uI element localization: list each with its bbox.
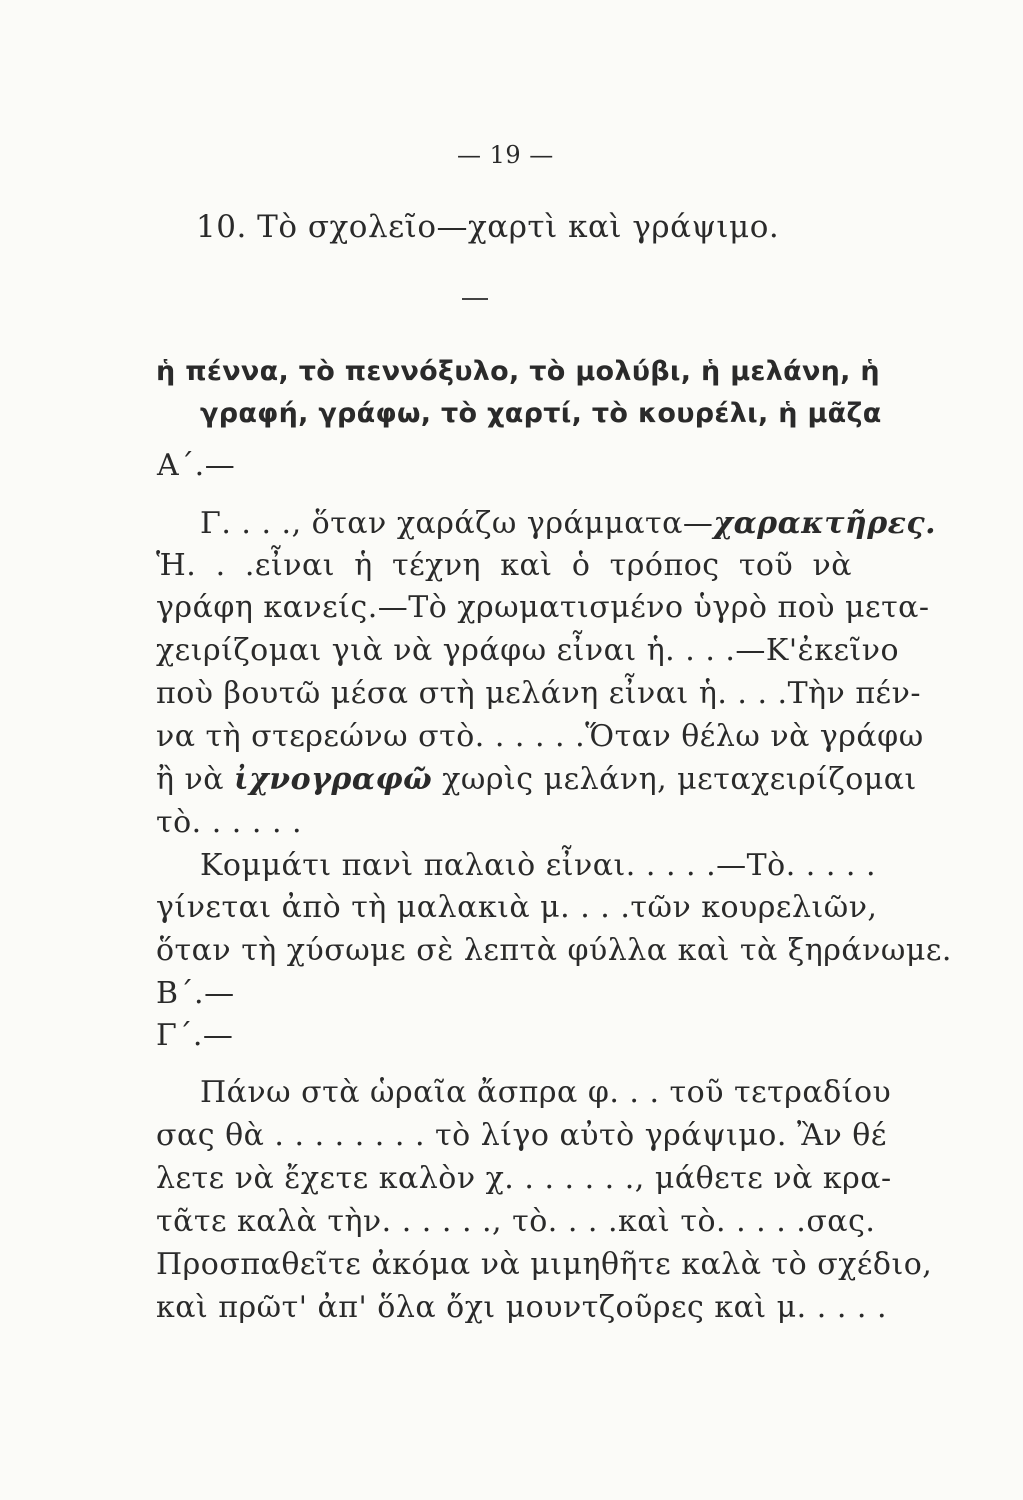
text-line-7-start: ἢ νὰ: [156, 762, 235, 797]
section-heading: 10. Τὸ σχολεῖο—χαρτὶ καὶ γράψιμο.: [196, 209, 780, 245]
exercise-a-label: Α΄.—: [157, 448, 236, 483]
paragraph-line-1: Πάνω στὰ ὡραῖα ἄσπρα φ. . . τοῦ τετραδίου: [200, 1075, 892, 1110]
vocab-line-2: γραφή, γράφω, τὸ χαρτί, τὸ κουρέλι, ἡ μᾶζα: [200, 398, 882, 429]
text-line-6: να τὴ στερεώνω στὸ. . . . . .Ὅταν θέλω νὰ γράφω: [156, 719, 924, 754]
text-line-9: Κομμάτι πανὶ παλαιὸ εἶναι. . . . .—Τὸ. . . . .: [200, 848, 877, 883]
exercise-b-label: Β΄.—: [156, 976, 235, 1011]
emphasized-term-characters: χαρακτῆρες.: [713, 506, 937, 541]
paragraph-line-3: λετε νὰ ἔχετε καλὸν χ. . . . . . ., μάθετε νὰ κρα-: [156, 1161, 892, 1196]
paragraph-line-2: σας θὰ . . . . . . . . τὸ λίγο αὐτὸ γράψιμο. Ἂν θέ: [156, 1118, 887, 1153]
text-line-7-end: χωρὶς μελάνη, μεταχειρίζομαι: [432, 762, 917, 797]
paragraph-line-4: τᾶτε καλὰ τὴν. . . . . ., τὸ. . . .καὶ τὸ. . . . .σας.: [156, 1204, 876, 1239]
emphasized-term-tracing: ἰχνογραφῶ: [234, 762, 433, 797]
text-line-1-main: Γ. . . ., ὅταν χαράζω γράμματα—: [200, 506, 714, 541]
text-line-8: τὸ. . . . . .: [156, 805, 303, 840]
exercise-g-label: Γ΄.—: [156, 1018, 234, 1053]
vocab-line-1: ἡ πέννα, τὸ πεννόξυλο, τὸ μολύβι, ἡ μελάνη, ἡ: [156, 356, 880, 387]
page-number: — 19 —: [457, 141, 554, 169]
text-line-11: ὅταν τὴ χύσωμε σὲ λεπτὰ φύλλα καὶ τὰ ξηράνωμε.: [156, 933, 952, 968]
heading-divider: [462, 298, 488, 300]
text-line-5: ποὺ βουτῶ μέσα στὴ μελάνη εἶναι ἡ. . . .Τὴν πέν-: [156, 676, 921, 711]
paragraph-line-5: Προσπαθεῖτε ἀκόμα νὰ μιμηθῆτε καλὰ τὸ σχέδιο,: [156, 1247, 933, 1282]
text-line-10: γίνεται ἀπὸ τὴ μαλακιὰ μ. . . .τῶν κουρελιῶν,: [156, 890, 878, 925]
text-line-2: Ἡ. . .εἶναι ἡ τέχνη καὶ ὁ τρόπος τοῦ νὰ: [156, 548, 852, 583]
paragraph-line-6: καὶ πρῶτ' ἀπ' ὅλα ὄχι μουντζοῦρες καὶ μ. . . . .: [156, 1290, 888, 1325]
text-line-1: [200, 507, 936, 541]
text-line-3: γράφη κανείς.—Τὸ χρωματισμένο ὑγρὸ ποὺ μετα-: [156, 590, 930, 625]
text-line-7: [156, 763, 917, 797]
text-line-4: χειρίζομαι γιὰ νὰ γράφω εἶναι ἡ. . . .—Κ'ἐκεῖνο: [156, 633, 900, 668]
